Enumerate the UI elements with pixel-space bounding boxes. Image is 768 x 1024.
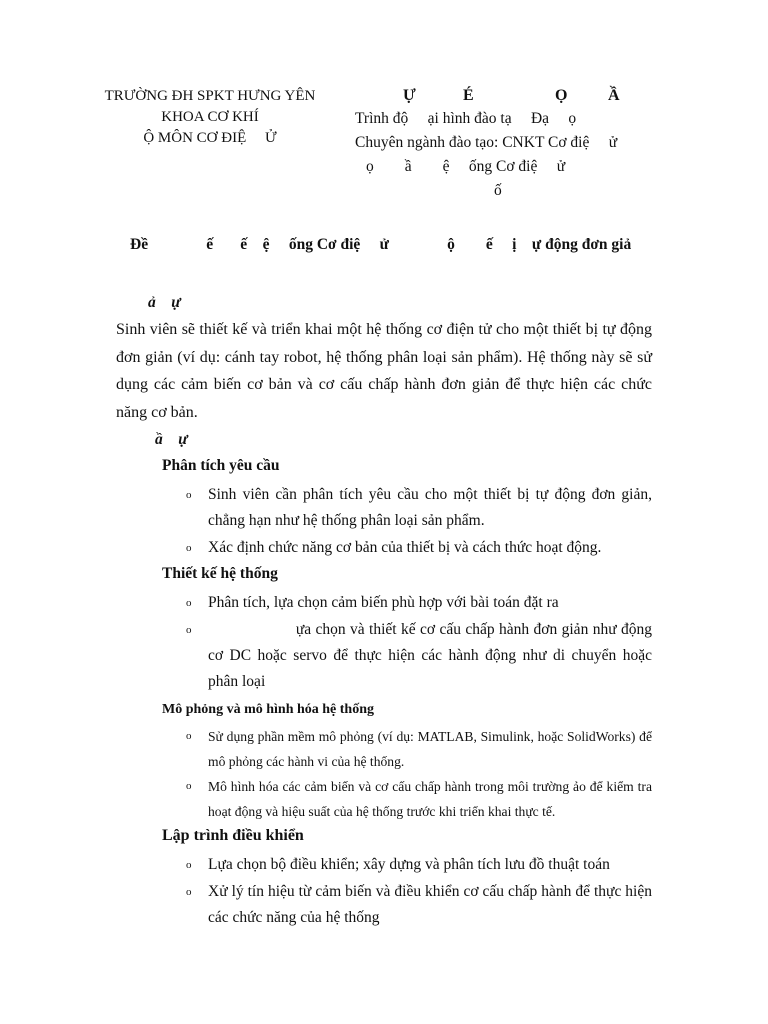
list-item-text: ựa chọn và thiết kế cơ cấu chấp hành đơn giản như động cơ DC hoặc servo để thực hiện các hành động như di chuyển hoặc phân loại [208, 621, 656, 690]
topic-title: Đề ế ế ệ ống Cơ điệ ử ộ ế ị ự động đơn giả [130, 236, 632, 253]
list-item [186, 535, 652, 561]
list-item [186, 774, 652, 824]
title-char: Ọ [555, 87, 568, 104]
description-paragraph: Sinh viên sẽ thiết kế và triển khai một hệ thống cơ điện tử cho một thiết bị tự động đơn giản (ví dụ: cánh tay robot, hệ thống phân loại sản phẩm). Hệ thống này sẽ sử dụng các cảm biến cơ bản và cơ cấu chấp hành đơn giản để thực hiện các chức năng cơ bản. [116, 321, 652, 421]
list-item-text: Xác định chức năng cơ bản của thiết bị và cách thức hoạt động. [208, 539, 602, 556]
number-line: ố [494, 182, 502, 199]
list-item [186, 852, 652, 878]
bullet-circle-icon: o [186, 597, 192, 609]
bullet-circle-icon: o [186, 624, 192, 636]
department-name: Ộ MÔN CƠ ĐIỆ Ử [143, 130, 277, 146]
list-item-text: Sinh viên cần phân tích yêu cầu cho một thiết bị tự động đơn giản, chẳng hạn như hệ thống phân loại sản phẩm. [208, 486, 652, 529]
section-heading-requirements: ầ ự [155, 431, 188, 448]
list-item [186, 879, 652, 931]
bullet-circle-icon: o [186, 886, 192, 898]
title-char: Ầ [608, 87, 620, 104]
bullet-circle-icon: o [186, 542, 192, 554]
group-title: Phân tích yêu cầu [162, 457, 280, 474]
training-level: Trình độ ại hình đào tạ Đạ ọ [355, 110, 577, 127]
school-name: TRƯỜNG ĐH SPKT HƯNG YÊN [104, 88, 316, 104]
title-char: Ự [403, 87, 416, 104]
list-item-text: Lựa chọn bộ điều khiển; xây dựng và phân tích lưu đồ thuật toán [208, 856, 610, 873]
bullet-circle-icon: o [186, 730, 192, 742]
list-item [186, 482, 652, 534]
course-name: ọ ầ ệ ống Cơ điệ ử [366, 158, 566, 175]
list-item-text: Xử lý tín hiệu từ cảm biến và điều khiển cơ cấu chấp hành để thực hiện các chức năng của hệ thống [208, 883, 652, 926]
list-item [186, 617, 656, 695]
section-heading-description: ả ự [148, 294, 181, 311]
school-header [100, 86, 320, 149]
list-item-text: Phân tích, lựa chọn cảm biến phù hợp với bài toán đặt ra [208, 594, 559, 611]
list-item-text: Mô hình hóa các cảm biến và cơ cấu chấp hành trong môi trường ảo để kiểm tra hoạt động và hiệu suất của hệ thống trước khi triển khai thực tế. [208, 779, 652, 819]
bullet-circle-icon: o [186, 780, 192, 792]
faculty-name: KHOA CƠ KHÍ [161, 109, 259, 125]
title-char: É [463, 87, 474, 104]
bullet-circle-icon: o [186, 859, 192, 871]
list-item [186, 724, 652, 774]
list-item [186, 590, 652, 616]
group-title: Thiết kế hệ thống [162, 565, 278, 582]
major: Chuyên ngành đào tạo: CNKT Cơ điệ ử [355, 134, 618, 151]
group-title: Lập trình điều khiển [162, 827, 304, 844]
list-item-text: Sử dụng phần mềm mô phỏng (ví dụ: MATLAB, Simulink, hoặc SolidWorks) để mô phỏng các hành vi của hệ thống. [208, 729, 652, 769]
group-title: Mô phỏng và mô hình hóa hệ thống [162, 702, 375, 717]
bullet-circle-icon: o [186, 489, 192, 501]
